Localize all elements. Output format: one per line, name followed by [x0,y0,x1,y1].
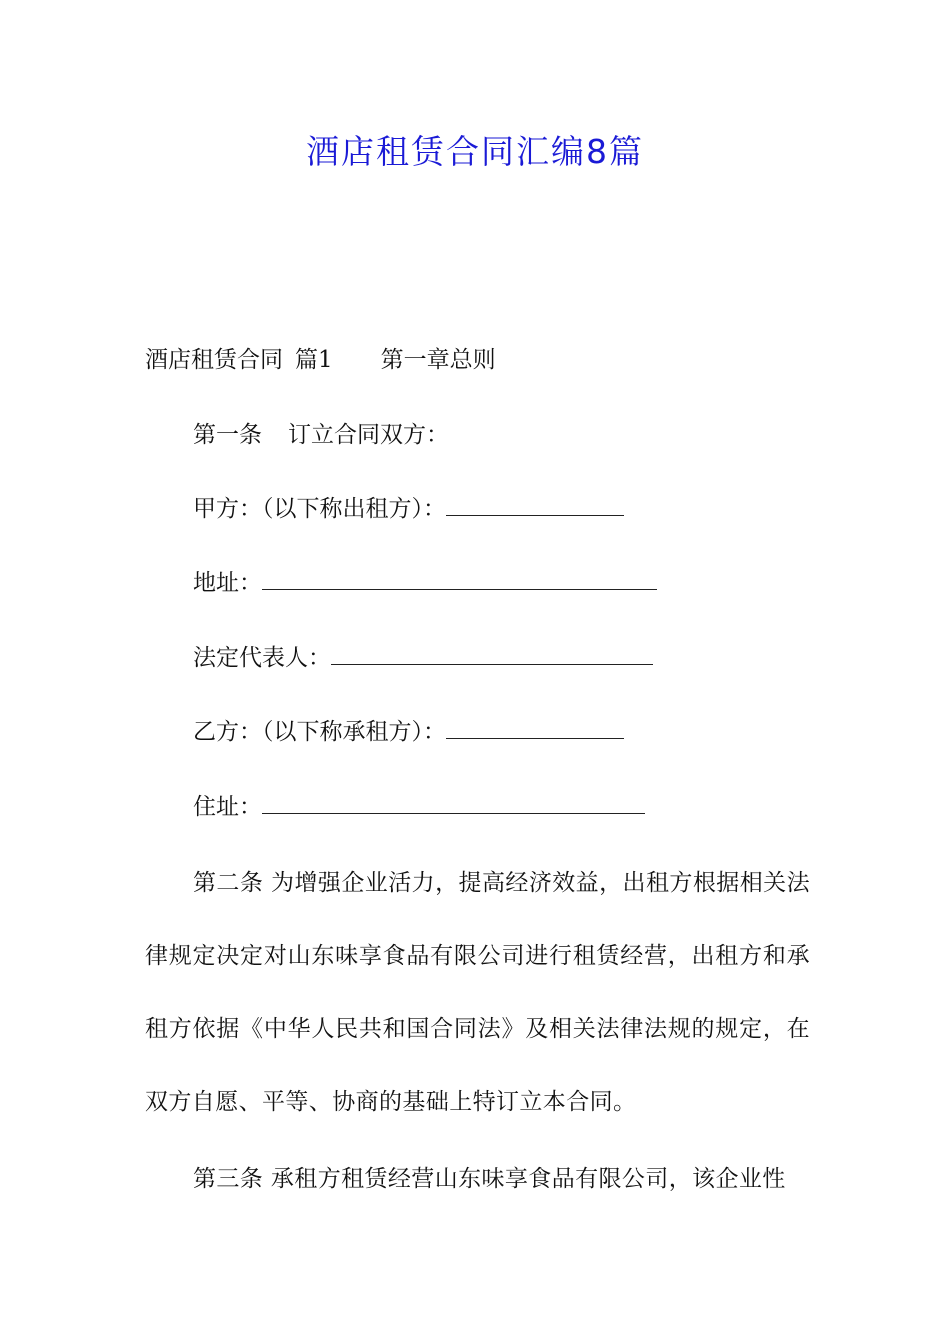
address-blank [262,567,657,590]
section-heading [145,344,496,376]
chapter-label: 第一章总则 [380,347,496,373]
article-3-paragraph: 第三条 承租方租赁经营山东味享食品有限公司，该企业性 [193,1166,786,1192]
article-1 [193,419,449,451]
legal-rep-blank [331,642,653,665]
address-label: 地址： [193,570,262,596]
party-b-label: 乙方：（以下称承租方）： [193,719,446,745]
article-2-paragraph: 第二条 为增强企业活力，提高经济效益，出租方根据相关法律规定决定对山东味享食品有限公司进行租赁经营，出租方和承租方依据《中华人民共和国合同法》及相关法律法规的规定，在双方自愿、平等、协商的基础上特订立本合同。 [145,870,810,1115]
field-party-a [193,493,624,525]
document-title: 酒店租赁合同汇编8篇 [306,132,644,171]
field-party-b [193,716,624,748]
field-legal-rep [193,642,653,674]
party-a-label: 甲方：（以下称出租方）： [193,496,446,522]
article-1-label: 第一条 [193,422,262,448]
legal-rep-label: 法定代表人： [193,645,331,671]
part-label: 篇1 [295,347,333,373]
doc-name: 酒店租赁合同 [145,347,283,373]
field-address [193,567,657,599]
residence-blank [262,791,645,814]
field-residence [193,791,645,823]
party-a-blank [446,493,624,516]
article-1-text: 订立合同双方： [288,422,449,448]
residence-label: 住址： [193,794,262,820]
party-b-blank [446,716,624,739]
